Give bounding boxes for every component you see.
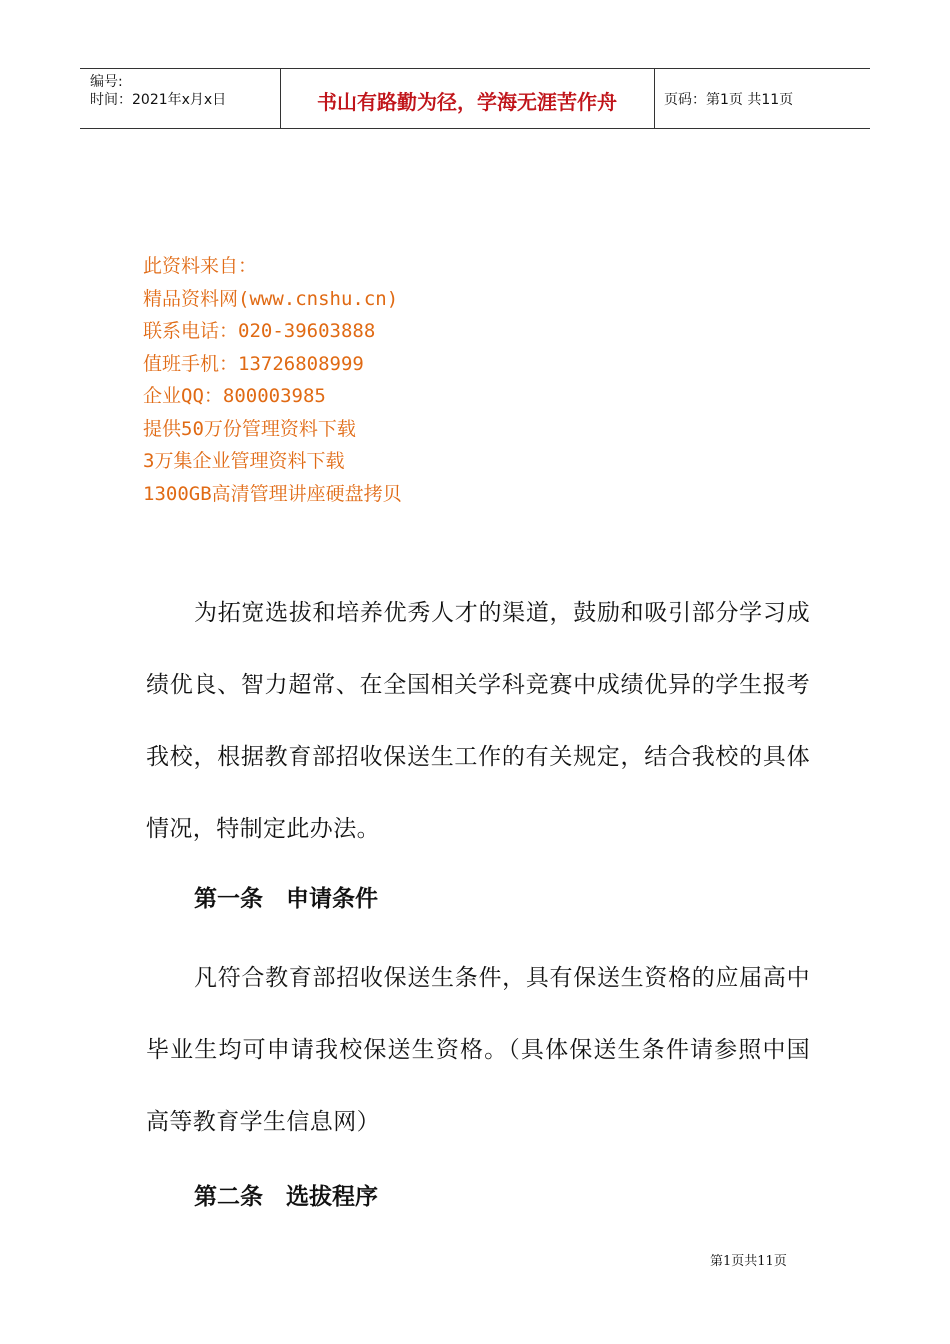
source-line: 值班手机：13726808999 — [143, 352, 364, 375]
header-motto: 书山有路勤为径，学海无涯苦作舟 — [317, 90, 617, 114]
header-motto-cell — [280, 69, 655, 128]
source-line: 3万集企业管理资料下载 — [143, 450, 345, 472]
page-header — [80, 68, 870, 129]
article-1-heading: 第一条 申请条件 — [194, 886, 378, 912]
article-2-heading: 第二条 选拔程序 — [194, 1184, 378, 1210]
intro-paragraph: 为拓宽选拔和培养优秀人才的渠道，鼓励和吸引部分学习成绩优良、智力超常、在全国相关学科竞赛中成绩优异的学生报考我校，根据教育部招收保送生工作的有关规定，结合我校的具体情况，特制定此办法。 — [146, 600, 810, 842]
article-1-paragraph: 凡符合教育部招收保送生条件，具有保送生资格的应届高中毕业生均可申请我校保送生资格。（具体保送生条件请参照中国高等教育学生信息网） — [146, 965, 810, 1135]
source-line: 企业QQ：800003985 — [143, 385, 326, 407]
source-line: 1300GB高清管理讲座硬盘拷贝 — [143, 482, 402, 505]
source-line: 联系电话：020-39603888 — [143, 320, 376, 342]
source-line: 精品资料网(www.cnshu.cn) — [143, 287, 399, 310]
document-date-label: 时间：2021年x月x日 — [90, 92, 227, 108]
header-page-cell — [654, 69, 870, 128]
source-info-block — [143, 250, 402, 510]
header-page-code: 页码：第1页 共11页 — [664, 92, 794, 108]
source-line: 此资料来自： — [143, 255, 258, 277]
document-number-label: 编号: — [90, 74, 123, 90]
header-meta-cell — [80, 69, 281, 128]
page-footer: 第1页共11页 — [710, 1254, 787, 1269]
source-line: 提供50万份管理资料下载 — [143, 417, 356, 440]
